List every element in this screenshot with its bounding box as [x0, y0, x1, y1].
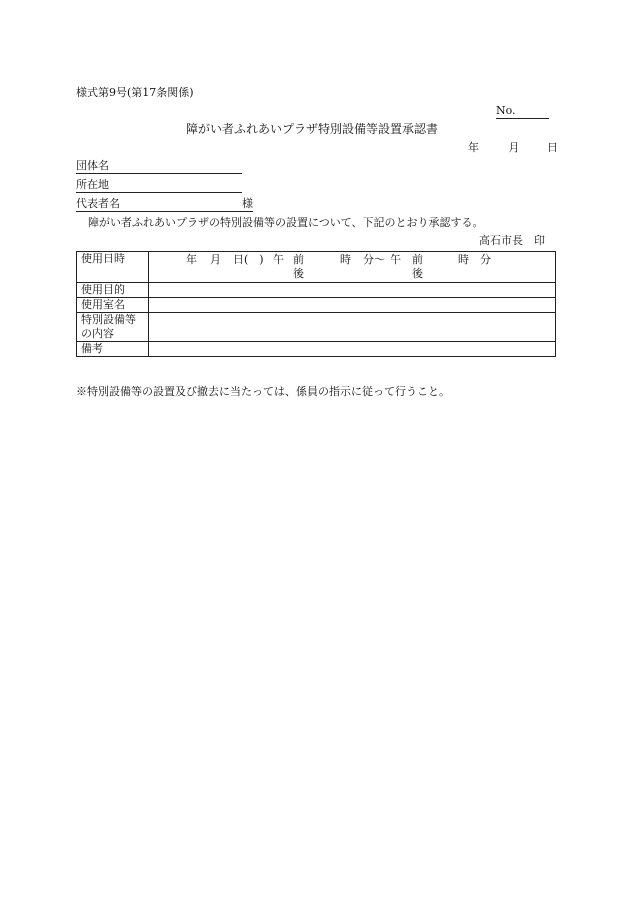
- date-month-label: 月: [508, 141, 520, 154]
- time-minute-2: 分: [480, 253, 491, 266]
- date-day-label: 日: [547, 141, 558, 154]
- time-mae-1: 前: [293, 253, 304, 266]
- time-go-1: 後: [293, 267, 304, 280]
- address-label: 所在地: [76, 178, 109, 191]
- approval-table: [76, 251, 556, 357]
- table-row: [77, 313, 556, 342]
- approval-statement: 障がい者ふれあいプラザの特別設備等の設置について、下記のとおり承認する。: [88, 216, 484, 229]
- remarks-label: 備考: [77, 342, 149, 357]
- document-number-label: No.: [496, 104, 516, 117]
- table-row: [77, 298, 556, 313]
- time-hour-1: 時: [340, 253, 351, 266]
- equipment-label: [77, 313, 149, 342]
- date-year-label: 年: [468, 141, 479, 154]
- time-hour-2: 時: [458, 253, 469, 266]
- time-ampm-1: 午: [273, 253, 284, 266]
- table-row: [77, 283, 556, 298]
- group-name-label: 団体名: [76, 159, 109, 172]
- issue-date: [468, 141, 558, 155]
- time-ampm-2: 午: [390, 253, 401, 266]
- purpose-label: 使用目的: [77, 283, 149, 298]
- honorific: 様: [242, 197, 253, 210]
- equipment-cell: [149, 313, 556, 342]
- table-row: [77, 252, 556, 283]
- remarks-cell: [149, 342, 556, 357]
- date-time-label: 使用日時: [77, 252, 149, 283]
- purpose-cell: [149, 283, 556, 298]
- room-label: 使用室名: [77, 298, 149, 313]
- equipment-label-line1: 特別設備等: [81, 313, 136, 326]
- time-day: 日( ): [233, 253, 264, 266]
- form-number: 様式第9号(第17条関係): [76, 86, 194, 99]
- time-month: 月: [210, 253, 221, 266]
- address-field: [76, 178, 242, 193]
- group-name-field: [76, 159, 242, 174]
- footnote: ※特別設備等の設置及び撤去に当たっては、係員の指示に従って行うこと。: [76, 385, 450, 398]
- time-go-2: 後: [412, 267, 423, 280]
- issuer-seal: 高石市長 印: [479, 234, 545, 247]
- date-time-cell: [149, 252, 556, 283]
- table-row: [77, 342, 556, 357]
- equipment-label-line2: の内容: [81, 327, 114, 340]
- room-cell: [149, 298, 556, 313]
- page-title: 障がい者ふれあいプラザ特別設備等設置承認書: [186, 122, 439, 136]
- date-time-value: [153, 252, 551, 282]
- time-minute-tilde: 分〜: [363, 253, 385, 266]
- time-year: 年: [186, 253, 197, 266]
- representative-field: [76, 197, 253, 212]
- time-mae-2: 前: [412, 253, 423, 266]
- document-number-field: [496, 104, 549, 119]
- representative-label: 代表者名: [76, 197, 120, 210]
